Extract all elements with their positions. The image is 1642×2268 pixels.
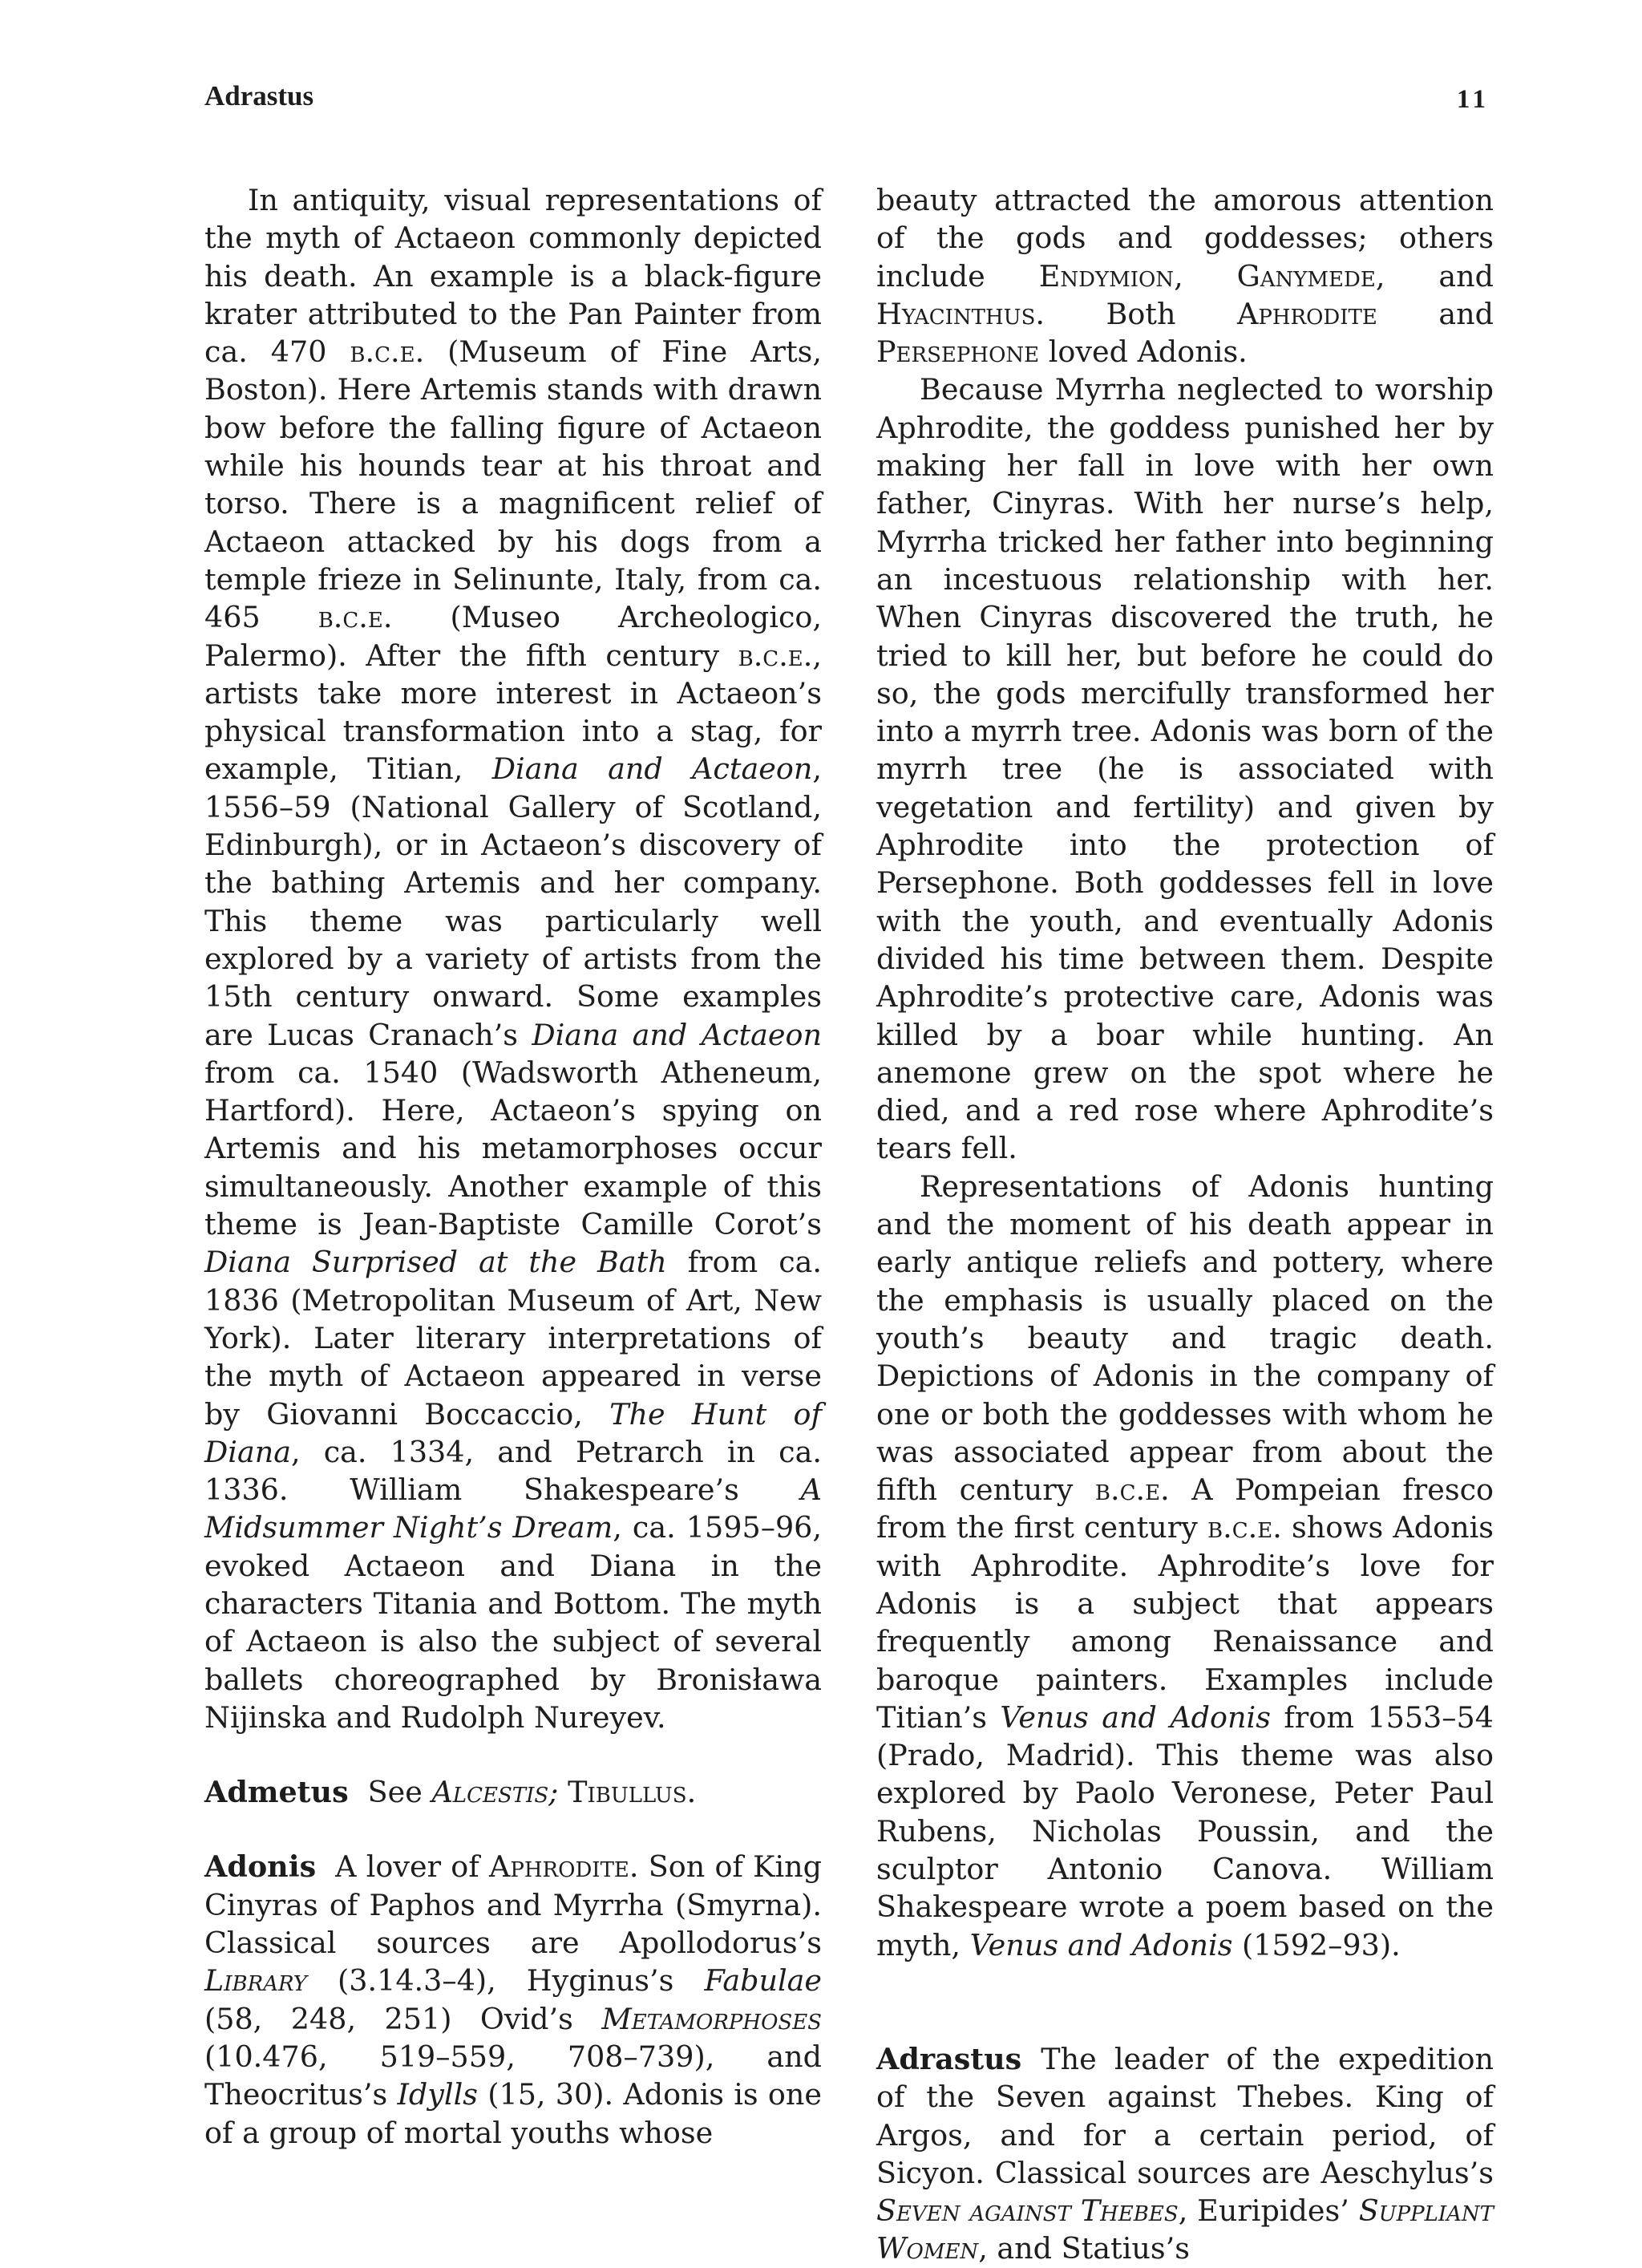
page-number: 11 — [1456, 85, 1490, 114]
text-run: (10.476, 519–559, 708–739), and Theocritus’s — [204, 2039, 822, 2112]
text-run: beauty attracted the amorous attention of the gods and goddesses; others include — [876, 183, 1494, 294]
text-run: and — [1377, 296, 1494, 331]
adonis-art-paragraph — [876, 1168, 1494, 1964]
text-run: , and — [1375, 258, 1494, 294]
cross-reference: Persephone — [876, 334, 1040, 370]
text-run: A Pompeian fresco from the first century — [876, 1472, 1494, 1545]
work-title: Diana and Actaeon — [491, 751, 813, 787]
cross-reference: Metamorphoses — [601, 2001, 822, 2036]
entry-headword: Adrastus — [876, 2041, 1022, 2076]
text-run: (3.14.3–4), Hyginus’s — [306, 1963, 705, 1999]
text-run: . — [686, 1775, 697, 1810]
cross-reference: Aphrodite — [1237, 296, 1377, 331]
entry-headword: Admetus — [204, 1775, 349, 1810]
admetus-entry — [204, 1773, 822, 1811]
adonis-entry — [204, 1848, 822, 2151]
myrrha-paragraph: Because Myrrha neglected to worship Aphrodite, the goddess punished her by making her fall in love with her own father, Cinyras. With her nurse’s help, Myrrha tricked her father into beginning an incestuous relationship with her. When Cinyras discovered the truth, he tried to kill her, but before he could do so, the gods mercifully transformed her into a myrrh tree. Adonis was born of the myrrh tree (he is associated with vegetation and fertility) and given by Aphrodite into the protection of Persephone. Both goddesses fell in love with the youth, and eventually Adonis divided his time between them. Despite Aphrodite’s protective care, Adonis was killed by a boar while hunting. An anemone grew on the spot where he died, and a red rose where Aphrodite’s tears fell. — [876, 372, 1494, 1166]
work-title: Idylls — [397, 2077, 478, 2112]
cross-reference: Hyacinthus — [876, 296, 1036, 331]
work-title: Venus and Adonis — [969, 1927, 1233, 1962]
era-abbrev: b.c.e. — [1207, 1510, 1282, 1545]
work-title: Fabulae — [704, 1963, 822, 1999]
work-title: A Midsummer Night’s Dream — [204, 1472, 822, 1545]
text-run: (58, 248, 251) Ovid’s — [204, 2001, 602, 2036]
text-run: A lover of — [335, 1849, 490, 1885]
text-run: See — [367, 1775, 432, 1810]
text-run: , ca. 1334, and Petrarch in ca. 1336. William Shakespeare’s — [204, 1434, 822, 1508]
text-run: , and Statius’s — [978, 2231, 1190, 2266]
text-run: , 1556–59 (National Gallery of Scotland, Edinburgh), or in Actaeon’s discovery of the bathing Artemis and her company. This theme was particularly well explored by a variety of artists from the 15th century onward. Some examples are Lucas Cranach’s — [204, 751, 822, 1052]
text-run: (15, 30). Adonis is one of a group of mortal youths whose — [204, 2077, 822, 2150]
text-run: Representations of Adonis hunting and the moment of his death appear in early antique reliefs and pottery, where the emphasis is usually placed on the youth’s beauty and tragic death. Depictions of Adonis in the company of one or both the goddesses with whom he was associated appear from about the fifth century — [876, 1168, 1494, 1508]
text-run: , — [1174, 258, 1237, 294]
actaeon-art-paragraph — [204, 181, 822, 1736]
cross-reference: Suppliant Women — [876, 2193, 1494, 2266]
right-column — [876, 181, 1494, 2268]
cross-reference: Library — [204, 1963, 307, 1999]
text-run: , ca. 1595–96, evoked Actaeon and Diana in the characters Titania and Bottom. The myth of Actaeon is also the subject of several ballets choreographed by Bronisława Nijinska and Rudolph Nureyev. — [204, 1510, 822, 1735]
text-run: (Museo Archeologico, Palermo). After the fifth century — [204, 600, 822, 673]
text-run: . Son of King Cinyras of Paphos and Myrrha (Smyrna). Classical sources are Apollodorus’s — [204, 1849, 822, 1961]
cross-reference: Seven against Thebes — [876, 2193, 1179, 2229]
text-run: from ca. 1540 (Wadsworth Atheneum, Hartford). Here, Actaeon’s spying on Artemis and his metamorphoses occur simultaneously. Another example of this theme is Jean-Baptiste Camille Corot’s — [204, 1055, 822, 1242]
text-run: , artists take more interest in Actaeon’s physical transformation into a stag, for example, Titian, — [204, 638, 822, 787]
cross-reference: Endymion — [1038, 258, 1175, 294]
cross-reference: Alcestis; — [431, 1775, 559, 1810]
text-run: loved Adonis. — [1039, 334, 1248, 370]
work-title: Diana and Actaeon — [532, 1017, 822, 1052]
text-run: shows Adonis with Aphrodite. Aphrodite’s love for Adonis is a subject that appears frequently among Renaissance and baroque painters. Examples include Titian’s — [876, 1510, 1494, 1735]
text-run: The leader of the expedition of the Seven against Thebes. King of Argos, and for a certain period, of Sicyon. Classical sources are Aeschylus’s — [876, 2041, 1494, 2190]
left-column — [204, 181, 822, 2152]
work-title: The Hunt of Diana — [204, 1396, 823, 1469]
running-head: Adrastus — [204, 80, 314, 111]
work-title: Venus and Adonis — [1000, 1699, 1271, 1735]
entry-headword: Adonis — [204, 1849, 317, 1885]
text-run: from ca. 1836 (Metropolitan Museum of Art, New York). Later literary interpretations of the myth of Actaeon appeared in verse by Giovanni Boccaccio, — [204, 1245, 823, 1432]
adonis-continued-paragraph — [876, 181, 1494, 371]
era-abbrev: b.c.e. — [738, 638, 813, 673]
adrastus-entry — [876, 2040, 1494, 2268]
cross-reference: Tibullus — [568, 1775, 687, 1810]
cross-reference: Ganymede — [1236, 258, 1376, 294]
era-abbrev: b.c.e. — [317, 600, 393, 635]
cross-reference: Aphrodite — [489, 1849, 629, 1885]
text-run: . Both — [1035, 296, 1237, 331]
text-run: (Museum of Fine Arts, Boston). Here Artemis stands with drawn bow before the falling figure of Actaeon while his hounds tear at his throat and torso. There is a magnificent relief of Actaeon attacked by his dogs from a temple frieze in Selinunte, Italy, from ca. 465 — [204, 334, 822, 635]
text-run: , Euripides’ — [1178, 2193, 1359, 2229]
work-title: Diana Surprised at the Bath — [204, 1245, 667, 1280]
era-abbrev: b.c.e. — [1094, 1472, 1170, 1508]
era-abbrev: b.c.e. — [350, 334, 425, 370]
text-run: In antiquity, visual representations of the myth of Actaeon commonly depicted his death. An example is a black-figure krater attributed to the Pan Painter from ca. 470 — [204, 183, 822, 370]
text-run: (1592–93). — [1232, 1927, 1401, 1962]
text-run: from 1553–54 (Prado, Madrid). This theme was also explored by Paolo Veronese, Peter Paul Rubens, Nicholas Poussin, and the sculptor Antonio Canova. William Shakespeare wrote a poem based on the myth, — [876, 1699, 1494, 1962]
